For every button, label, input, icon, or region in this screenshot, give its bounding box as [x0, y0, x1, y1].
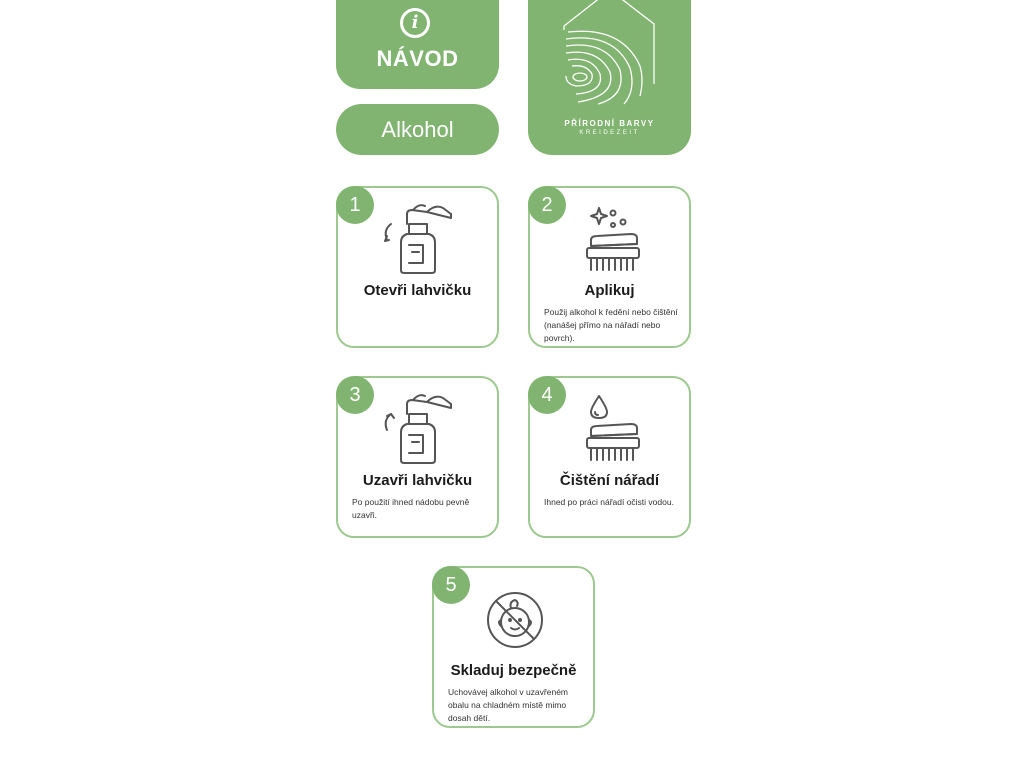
step-number: 1 [336, 186, 374, 224]
brush-water-drop-icon [571, 390, 651, 465]
step-title: Aplikuj [584, 282, 635, 299]
no-children-icon [475, 580, 555, 655]
info-icon: i [400, 8, 430, 38]
bottle-close-icon [379, 390, 459, 465]
step-title: Skladuj bezpečně [450, 662, 577, 679]
bottle-open-icon [379, 200, 459, 275]
step-number: 4 [528, 376, 566, 414]
navod-header [336, 0, 499, 89]
step-number: 2 [528, 186, 566, 224]
step-number: 3 [336, 376, 374, 414]
brand-name: PŘÍRODNÍ BARVY [564, 119, 655, 128]
step-card-3 [336, 376, 499, 538]
step-card-4 [528, 376, 691, 538]
house-wood-rings-icon [528, 0, 691, 120]
step-description: Uchovávej alkohol v uzavřeném obalu na chladném místě mimo dosah dětí. [448, 687, 569, 723]
step-title: Otevři lahvičku [363, 282, 472, 299]
step-card-2 [528, 186, 691, 348]
step-card-1 [336, 186, 499, 348]
step-number: 5 [432, 566, 470, 604]
brush-sparkle-icon [571, 200, 651, 275]
step-description: Použij alkohol k ředění nebo čištění (nanášej přímo na nářadí nebo povrch). [544, 307, 678, 343]
brand-logo [528, 0, 691, 155]
step-card-5 [432, 566, 595, 728]
brand-sub: KREIDEZEIT [579, 130, 640, 136]
step-title: Čištění nářadí [559, 472, 660, 489]
page-title: NÁVOD [376, 46, 459, 71]
step-description: Ihned po práci nářadí očisti vodou. [544, 497, 674, 507]
product-label: Alkohol [336, 104, 499, 155]
step-description: Po použití ihned nádobu pevně uzavři. [352, 497, 470, 520]
step-title: Uzavři lahvičku [362, 472, 473, 489]
